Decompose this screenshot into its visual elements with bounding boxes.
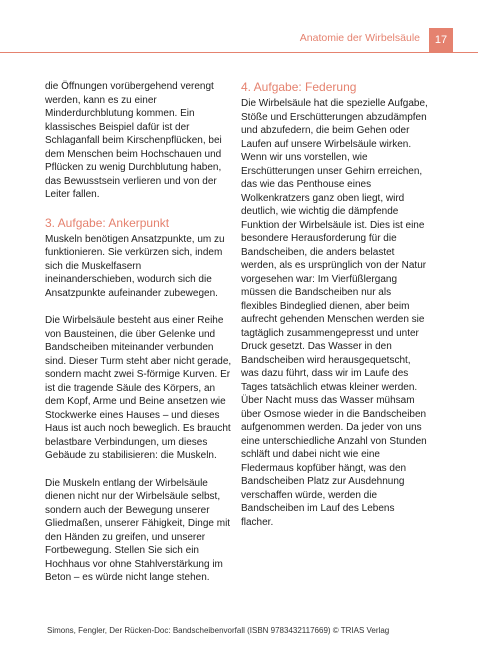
left-column xyxy=(45,80,232,599)
footer-citation: Simons, Fengler, Der Rücken-Doc: Bandscheibenvorfall (ISBN 9783432117669) © TRIAS Verlag xyxy=(47,626,390,635)
body-paragraph: Die Muskeln entlang der Wirbelsäule dienen nicht nur der Wirbelsäule selbst, sondern auch der Bewegung unserer Gliedmaßen, unserer Fähigkeit, Dinge mit den Händen zu greifen, und unserer Fortbewegung. Stellen Sie sich ein Hochhaus vor ohne Stahlverstärkung im Beton – es würde nicht lange stehen. xyxy=(45,477,231,583)
right-column xyxy=(241,80,428,543)
section-heading-ankerpunkt: 3. Aufgabe: Ankerpunkt xyxy=(45,215,170,230)
intro-paragraph: die Öffnungen vorübergehend verengt werden, kann es zu einer Minderdurchblutung kommen. Ein klassisches Beispiel dafür ist der Schlaganfall beim Kirschenpflücken, bei dem Menschen beim Hochschauen und Pflücken zu wenig Durchblutung haben, das Bewusstsein verlieren und von der Leiter fallen. xyxy=(45,81,222,200)
body-paragraph: Die Wirbelsäule hat die spezielle Aufgabe, Stöße und Erschütterungen abzudämpfen und abzufedern, die beim Gehen oder Laufen auf unsere Wirbelsäule wirken. Wenn wir uns vorstellen, wie Erschütterungen unser Gehirn erreichen, das wie das Penthouse eines Wolkenkratzers ganz oben liegt, wird deutlich, wie wichtig die dämpfende Funktion der Wirbelsäule ist. Dies ist eine besondere Herausforderung für die Bandscheiben, die anders belastet werden, als es ursprünglich von der Natur vorgesehen war: Im Vierfüßlergang müssen die Bandscheiben nur als flexibles Bindeglied dienen, aber beim aufrecht gehenden Menschen werden sie tagtäglich zusammengepresst und unter Druck gesetzt. Das Wasser in den Bandscheiben wird herausgequetscht, was dazu führt, dass wir im Laufe des Tages tatsächlich etwas kleiner werden. Über Nacht muss das Wasser mühsam über Osmose wieder in die Bandscheiben aufgenommen werden. Da jeder von uns eine unterschiedliche Anzahl von Stunden schläft und dabei nicht wie eine Fledermaus kopfüber hängt, was den Bandscheiben Platz zur Ausdehnung verschaffen würde, werden die Bandscheiben im Lauf des Lebens flacher. xyxy=(241,98,428,528)
header-rule xyxy=(0,52,478,53)
body-paragraph: Die Wirbelsäule besteht aus einer Reihe von Bausteinen, die über Gelenke und Bandscheiben miteinander verbunden sind. Dieser Turm steht aber nicht gerade, sondern macht zwei S-förmige Kurven. Er ist die tragende Säule des Körpers, an dem Kopf, Arme und Beine ansetzen wie Stockwerke eines Hauses – und dieses Haus ist auch noch beweglich. Es braucht belastbare Verbindungen, um dieses Gebäude zu stabilisieren: die Muskeln. xyxy=(45,315,232,461)
body-paragraph: Muskeln benötigen Ansatzpunkte, um zu funktionieren. Sie verkürzen sich, indem sich die Muskelfasern ineinanderschieben, wodurch sich die Ansatzpunkte aufeinander zubewegen. xyxy=(45,233,225,299)
section-heading-federung: 4. Aufgabe: Federung xyxy=(241,80,357,94)
page-number-badge: 17 xyxy=(429,28,453,52)
running-head: Anatomie der Wirbelsäule xyxy=(299,32,420,44)
